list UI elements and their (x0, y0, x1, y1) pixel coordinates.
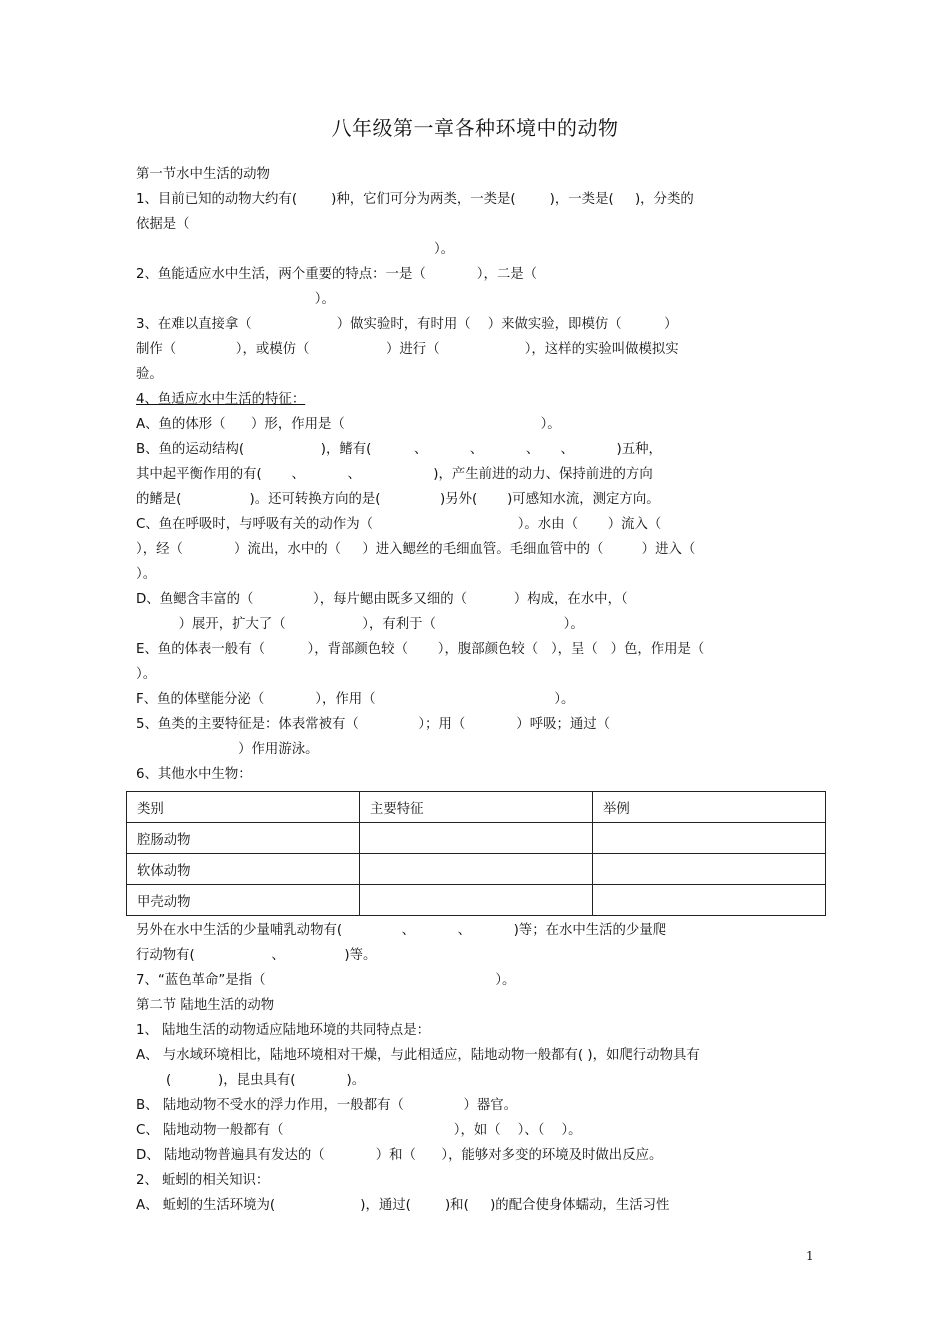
question-line: A、 与水域环境相比，陆地环境相对干燥，与此相适应，陆地动物一般都有( )，如爬行动物具有 (136, 1048, 700, 1063)
question-line: ）。 (136, 292, 335, 307)
question-line: ）展开，扩大了（ ），有利于（ ）。 (136, 617, 584, 632)
table-cell: 甲壳动物 (127, 885, 360, 916)
table-cell: 腔肠动物 (127, 823, 360, 854)
question-line: 3、在难以直接拿（ ）做实验时，有时用（ ）来做实验，即模仿（ ） (136, 317, 678, 332)
page-number: 1 (806, 1249, 814, 1263)
table-row (127, 885, 826, 916)
question-line: D、鱼鳃含丰富的（ ），每片鳃由既多又细的（ ）构成，在水中，（ (136, 592, 628, 607)
table-header-row (127, 792, 826, 823)
question-line: 的鳍是( )。还可转换方向的是( )另外( )可感知水流，测定方向。 (136, 492, 660, 507)
table-row (127, 854, 826, 885)
question-line: ）。 (136, 242, 455, 257)
question-line: 验。 (136, 367, 163, 382)
worksheet-body (136, 162, 816, 1218)
table-header-cell: 主要特征 (360, 792, 593, 823)
table-header-cell: 类别 (127, 792, 360, 823)
question-line: 其中起平衡作用的有( 、 、 )，产生前进的动力、保持前进的方向 (136, 467, 653, 482)
question-line: 行动物有( 、 )等。 (136, 948, 377, 963)
section-heading: 第一节水中生活的动物 (136, 167, 270, 182)
table-header-cell: 举例 (593, 792, 826, 823)
question-line: ）作用游泳。 (136, 742, 319, 757)
question-line: 7、“蓝色革命”是指（ ）。 (136, 973, 516, 988)
question-line: C、 陆地动物一般都有（ ），如（ ）、（ ）。 (136, 1123, 582, 1138)
question-line: C、鱼在呼吸时，与呼吸有关的动作为（ ）。水由（ ）流入（ (136, 517, 662, 532)
question-line: A、鱼的体形（ ）形，作用是（ ）。 (136, 417, 561, 432)
subsection-heading: 4、鱼适应水中生活的特征： (136, 392, 306, 407)
question-line: ）。 (136, 567, 157, 582)
table-cell (360, 854, 593, 885)
question-line: 依据是（ (136, 217, 190, 232)
table-cell (593, 885, 826, 916)
question-line: 1、 陆地生活的动物适应陆地环境的共同特点是： (136, 1023, 430, 1038)
question-line: B、 陆地动物不受水的浮力作用，一般都有（ ）器官。 (136, 1098, 518, 1113)
question-line: 2、鱼能适应水中生活，两个重要的特点：一是（ ），二是（ (136, 267, 538, 282)
section-heading: 第二节 陆地生活的动物 (136, 998, 275, 1013)
question-line: D、 陆地动物普遍具有发达的（ ）和（ ），能够对多变的环境及时做出反应。 (136, 1148, 663, 1163)
question-line: F、鱼的体壁能分泌（ ），作用（ ）。 (136, 692, 575, 707)
table-row (127, 823, 826, 854)
page-title: 八年级第一章各种环境中的动物 (331, 116, 619, 140)
table-cell (360, 885, 593, 916)
question-line: 2、 蚯蚓的相关知识： (136, 1173, 270, 1188)
question-line: 另外在水中生活的少量哺乳动物有( 、 、 )等；在水中生活的少量爬 (136, 923, 667, 938)
table-cell (360, 823, 593, 854)
question-line: ( )，昆虫具有( )。 (166, 1073, 366, 1088)
question-line: ），经（ ）流出，水中的（ ）进入鳃丝的毛细血管。毛细血管中的（ ）进入（ (136, 542, 696, 557)
question-line: ）。 (136, 667, 157, 682)
question-line: 5、鱼类的主要特征是：体表常被有（ ）；用（ ）呼吸；通过（ (136, 717, 611, 732)
question-line: 1、目前已知的动物大约有( )种，它们可分为两类，一类是( )，一类是( )，分类的 (136, 192, 694, 207)
question-line: 6、其他水中生物： (136, 767, 252, 782)
question-line: 制作（ ），或模仿（ ）进行（ ），这样的实验叫做模拟实 (136, 342, 679, 357)
table-cell (593, 854, 826, 885)
table-cell: 软体动物 (127, 854, 360, 885)
question-line: A、 蚯蚓的生活环境为( )，通过( )和( )的配合使身体蠕动，生活习性 (136, 1198, 670, 1213)
question-line: B、鱼的运动结构( )，鳍有( 、 、 、 、 )五种， (136, 442, 662, 457)
table-cell (593, 823, 826, 854)
question-line: E、鱼的体表一般有（ ），背部颜色较（ ），腹部颜色较（ ），呈（ ）色，作用是（ (136, 642, 705, 657)
aquatic-animals-table (126, 791, 826, 916)
